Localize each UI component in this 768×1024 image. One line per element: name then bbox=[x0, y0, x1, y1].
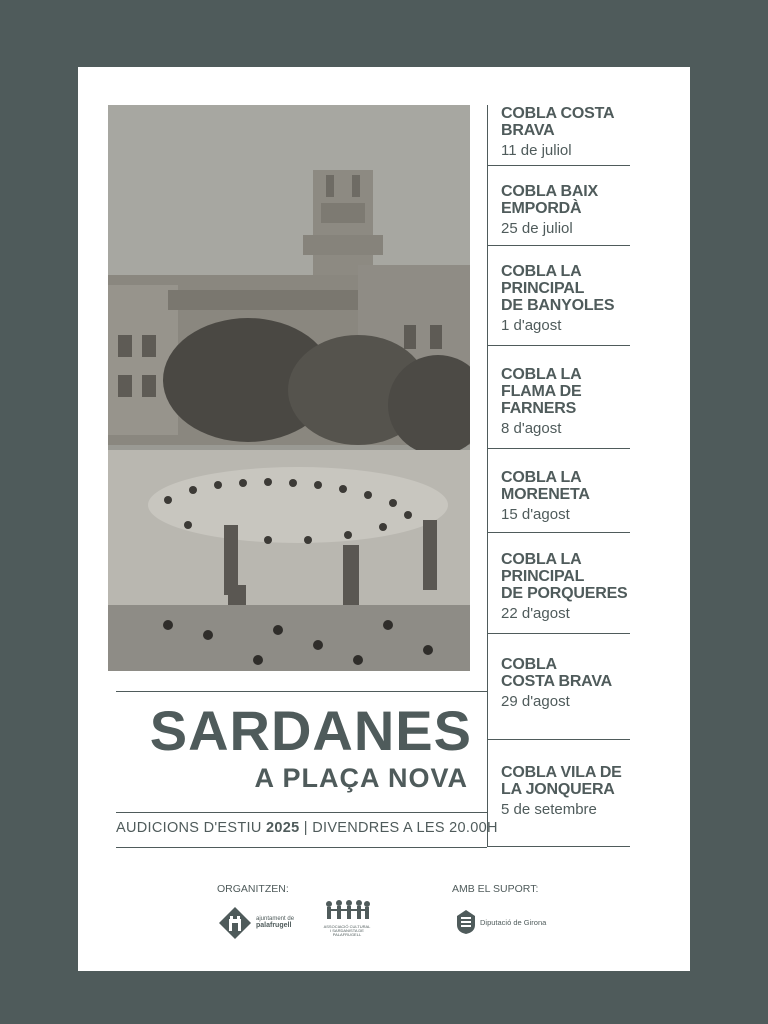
concert-date: 29 d'agost bbox=[501, 693, 570, 710]
support-label: AMB EL SUPORT: bbox=[452, 883, 539, 895]
diputacio-logo bbox=[456, 909, 556, 939]
concert-item bbox=[487, 346, 630, 449]
event-year: 2025 bbox=[265, 820, 300, 836]
concert-date: 5 de setembre bbox=[501, 801, 597, 818]
ajuntament-logo bbox=[218, 906, 298, 940]
concert-item bbox=[487, 166, 630, 246]
concert-name: COBLA COSTA BRAVA bbox=[501, 105, 614, 139]
concert-name: COBLA COSTA BRAVA bbox=[501, 656, 612, 690]
poster-title: SARDANES bbox=[149, 699, 472, 762]
concert-name: COBLA VILA DE LA JONQUERA bbox=[501, 764, 622, 798]
concert-item bbox=[487, 740, 630, 847]
concert-name: COBLA LA FLAMA DE FARNERS bbox=[501, 366, 582, 417]
concert-date: 25 de juliol bbox=[501, 220, 573, 237]
concert-item bbox=[487, 533, 630, 634]
concert-date: 1 d'agost bbox=[501, 317, 562, 334]
plaza-photo-illustration bbox=[108, 105, 470, 671]
concert-date: 8 d'agost bbox=[501, 420, 562, 437]
concert-item bbox=[487, 634, 630, 740]
plaza-photo bbox=[108, 105, 470, 671]
ajuntament-name bbox=[256, 916, 294, 930]
concert-item bbox=[487, 449, 630, 533]
poster bbox=[78, 67, 690, 971]
organizers-label: ORGANITZEN: bbox=[217, 883, 289, 895]
concert-name: COBLA LA MORENETA bbox=[501, 469, 590, 503]
concert-name: COBLA BAIX EMPORDÀ bbox=[501, 183, 598, 217]
title-rule-bottom bbox=[116, 847, 487, 848]
associacio-name bbox=[316, 925, 378, 938]
ajuntament-emblem-icon bbox=[218, 906, 252, 940]
title-rule-middle bbox=[116, 812, 487, 813]
diputacio-name: Diputació de Girona bbox=[480, 918, 547, 927]
concert-name: COBLA LA PRINCIPAL DE PORQUERES bbox=[501, 551, 628, 602]
diputacio-shield-icon bbox=[456, 909, 476, 935]
concert-date: 15 d'agost bbox=[501, 506, 570, 523]
event-season: AUDICIONS D'ESTIU bbox=[116, 820, 262, 836]
ajuntament-line1: ajuntament de bbox=[256, 916, 295, 922]
dancers-icon bbox=[323, 899, 371, 923]
title-rule-top bbox=[116, 691, 487, 692]
associacio-logo bbox=[316, 899, 378, 939]
event-schedule: DIVENDRES A LES 20.00H bbox=[312, 820, 498, 836]
associacio-line1: ASSOCIACIÓ CULTURAL bbox=[323, 924, 371, 929]
concert-name: COBLA LA PRINCIPAL DE BANYOLES bbox=[501, 263, 615, 314]
concert-item bbox=[487, 246, 630, 346]
ajuntament-line2: palafrugell bbox=[256, 922, 292, 930]
concert-date: 22 d'agost bbox=[501, 605, 570, 622]
event-info bbox=[116, 820, 498, 836]
associacio-line2: I SARDANISTA DE PALAFRUGELL bbox=[330, 928, 364, 938]
poster-subtitle-place: A PLAÇA NOVA bbox=[254, 763, 468, 793]
concert-date: 11 de juliol bbox=[501, 142, 572, 159]
event-separator: | bbox=[303, 820, 308, 836]
concert-item bbox=[487, 105, 630, 166]
